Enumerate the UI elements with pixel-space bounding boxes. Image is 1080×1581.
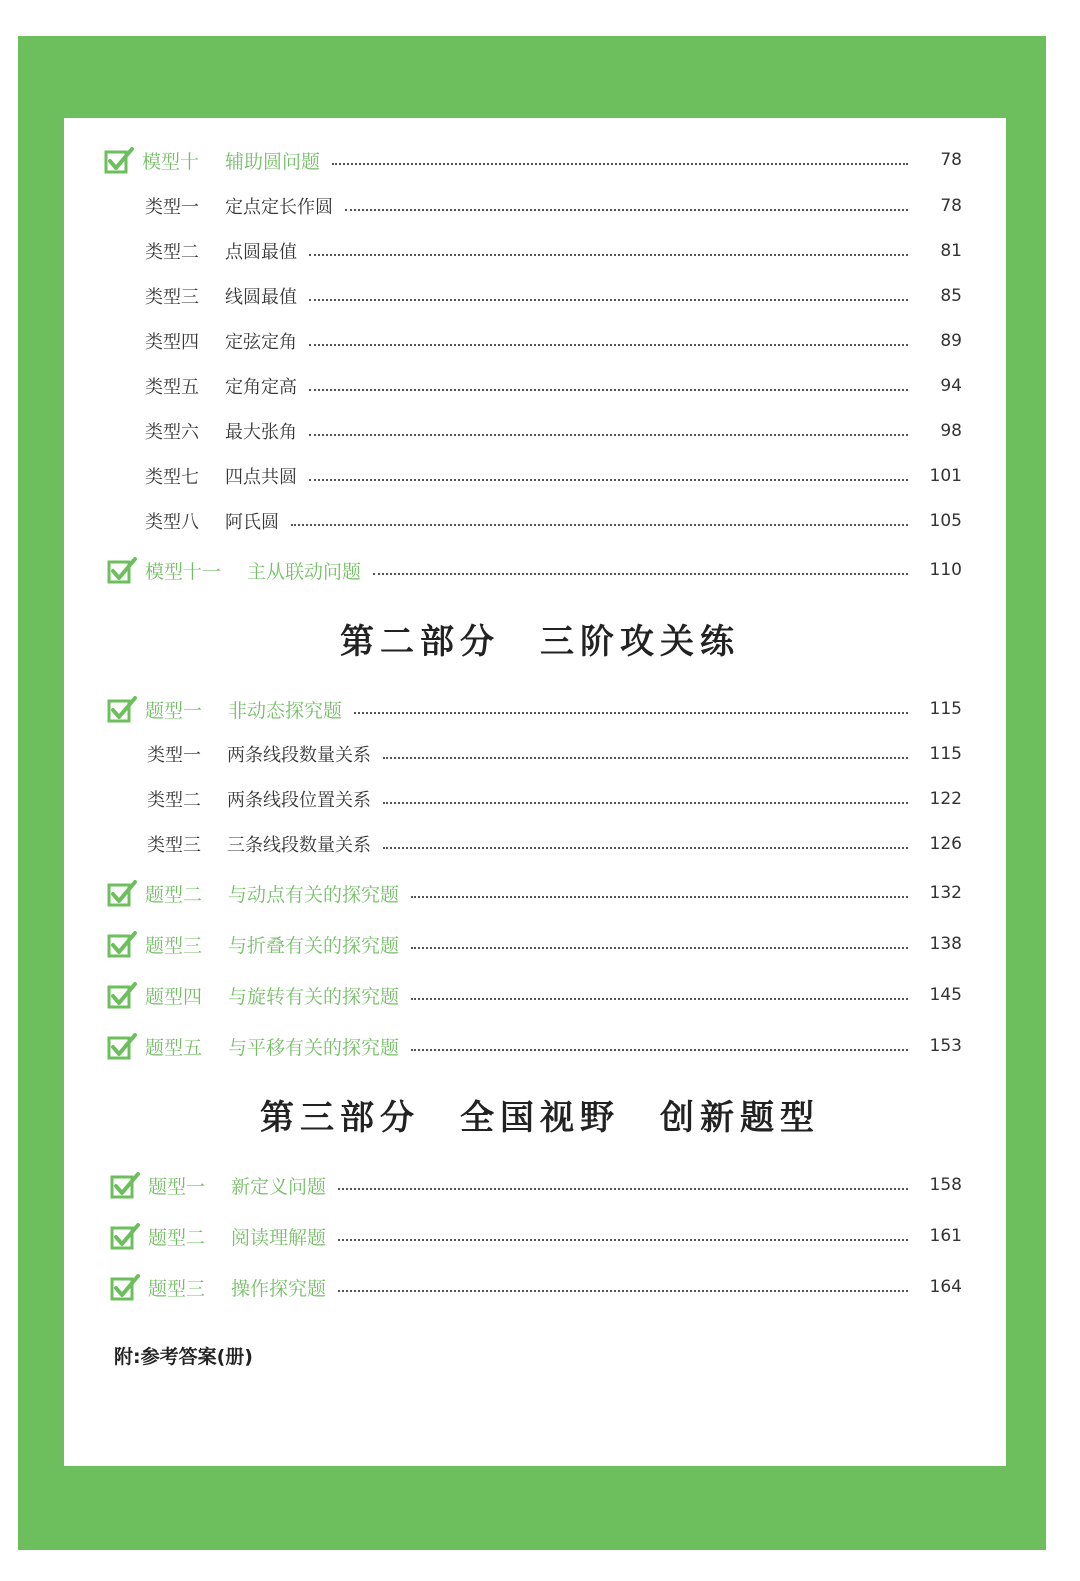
entry-label: 类型八	[145, 512, 199, 533]
toc-main-entry[interactable]	[110, 1219, 962, 1253]
checkmark-icon	[104, 146, 134, 174]
toc-sub-entry[interactable]	[145, 234, 962, 268]
entry-title: 定弦定角	[225, 332, 297, 353]
entry-label: 类型七	[145, 467, 199, 488]
leader-dots	[411, 947, 908, 949]
entry-title: 阿氏圆	[225, 512, 279, 533]
toc-main-entry[interactable]	[107, 876, 962, 910]
leader-dots	[309, 254, 908, 256]
page-number: 161	[929, 1226, 962, 1246]
page-number: 132	[929, 883, 962, 903]
toc-main-entry[interactable]	[107, 978, 962, 1012]
toc-main-entry[interactable]	[107, 927, 962, 961]
checkmark-icon	[107, 879, 137, 907]
entry-label: 模型十一	[145, 560, 222, 583]
page-number: 89	[940, 331, 962, 351]
page-number: 105	[929, 511, 962, 531]
entry-label: 类型二	[147, 790, 201, 811]
entry-title: 与动点有关的探究题	[228, 883, 400, 906]
checkmark-icon	[107, 556, 137, 584]
leader-dots	[354, 712, 908, 714]
entry-title: 四点共圆	[225, 467, 297, 488]
toc-main-entry[interactable]	[110, 1270, 962, 1304]
checkmark-icon	[110, 1222, 140, 1250]
leader-dots	[411, 1049, 908, 1051]
entry-label: 题型三	[148, 1277, 206, 1300]
leader-dots	[411, 896, 908, 898]
toc-sub-entry[interactable]	[145, 369, 962, 403]
entry-label: 题型四	[145, 985, 203, 1008]
toc-sub-entry[interactable]	[145, 414, 962, 448]
toc-main-entry[interactable]	[107, 692, 962, 726]
entry-title: 新定义问题	[231, 1175, 327, 1198]
page-number: 158	[929, 1175, 962, 1195]
page-number: 115	[929, 744, 962, 764]
toc-sub-entry[interactable]	[147, 737, 962, 771]
entry-label: 类型一	[147, 745, 201, 766]
toc-sub-entry[interactable]	[145, 279, 962, 313]
page-number: 85	[940, 286, 962, 306]
page-number: 138	[929, 934, 962, 954]
entry-title: 两条线段位置关系	[227, 790, 371, 811]
leader-dots	[373, 573, 908, 575]
leader-dots	[383, 757, 908, 759]
entry-label: 题型二	[145, 883, 203, 906]
checkmark-icon	[107, 930, 137, 958]
leader-dots	[383, 847, 908, 849]
page-number: 126	[929, 834, 962, 854]
checkmark-icon	[107, 1032, 137, 1060]
entry-label: 类型五	[145, 377, 199, 398]
leader-dots	[309, 344, 908, 346]
toc-sub-entry[interactable]	[145, 459, 962, 493]
section-title-part-2: 第二部分 三阶攻关练	[340, 622, 740, 662]
entry-label: 类型一	[145, 197, 199, 218]
page-number: 78	[940, 196, 962, 216]
entry-title: 定点定长作圆	[225, 197, 333, 218]
page-number: 122	[929, 789, 962, 809]
entry-title: 阅读理解题	[231, 1226, 327, 1249]
entry-title: 非动态探究题	[228, 699, 343, 722]
page-number: 164	[929, 1277, 962, 1297]
leader-dots	[338, 1239, 908, 1241]
checkmark-icon	[107, 981, 137, 1009]
toc-sub-entry[interactable]	[145, 324, 962, 358]
checkmark-icon	[110, 1273, 140, 1301]
leader-dots	[309, 299, 908, 301]
page-number: 110	[929, 560, 962, 580]
entry-label: 题型五	[145, 1036, 203, 1059]
entry-label: 类型六	[145, 422, 199, 443]
leader-dots	[309, 434, 908, 436]
toc-main-entry[interactable]	[107, 1029, 962, 1063]
entry-title: 点圆最值	[225, 242, 297, 263]
section-title-part-3: 第三部分 全国视野 创新题型	[260, 1098, 820, 1138]
entry-title: 主从联动问题	[247, 560, 362, 583]
entry-title: 最大张角	[225, 422, 297, 443]
toc-sub-entry[interactable]	[145, 189, 962, 223]
entry-title: 定角定高	[225, 377, 297, 398]
leader-dots	[309, 389, 908, 391]
toc-main-entry[interactable]	[107, 553, 962, 587]
leader-dots	[338, 1290, 908, 1292]
leader-dots	[345, 209, 908, 211]
entry-label: 类型四	[145, 332, 199, 353]
checkmark-icon	[110, 1171, 140, 1199]
page-number: 115	[929, 699, 962, 719]
toc-main-entry[interactable]	[104, 143, 962, 177]
entry-label: 类型三	[147, 835, 201, 856]
checkmark-icon	[107, 695, 137, 723]
entry-title: 与旋转有关的探究题	[228, 985, 400, 1008]
page-number: 145	[929, 985, 962, 1005]
entry-label: 题型一	[148, 1175, 206, 1198]
toc-sub-entry[interactable]	[145, 504, 962, 538]
entry-label: 题型二	[148, 1226, 206, 1249]
entry-label: 模型十	[142, 150, 200, 173]
entry-title: 辅助圆问题	[225, 150, 321, 173]
page-number: 101	[929, 466, 962, 486]
entry-label: 类型三	[145, 287, 199, 308]
entry-title: 两条线段数量关系	[227, 745, 371, 766]
appendix-note: 附:参考答案(册)	[114, 1346, 253, 1368]
toc-sub-entry[interactable]	[147, 782, 962, 816]
entry-title: 线圆最值	[225, 287, 297, 308]
leader-dots	[309, 479, 908, 481]
page-number: 81	[940, 241, 962, 261]
page-number: 98	[940, 421, 962, 441]
leader-dots	[383, 802, 908, 804]
entry-title: 与平移有关的探究题	[228, 1036, 400, 1059]
entry-label: 类型二	[145, 242, 199, 263]
toc-main-entry[interactable]	[110, 1168, 962, 1202]
entry-label: 题型一	[145, 699, 203, 722]
page-number: 78	[940, 150, 962, 170]
leader-dots	[291, 524, 908, 526]
entry-title: 操作探究题	[231, 1277, 327, 1300]
toc-sub-entry[interactable]	[147, 827, 962, 861]
page-number: 153	[929, 1036, 962, 1056]
entry-label: 题型三	[145, 934, 203, 957]
entry-title: 三条线段数量关系	[227, 835, 371, 856]
leader-dots	[411, 998, 908, 1000]
page-number: 94	[940, 376, 962, 396]
leader-dots	[332, 163, 908, 165]
entry-title: 与折叠有关的探究题	[228, 934, 400, 957]
leader-dots	[338, 1188, 908, 1190]
